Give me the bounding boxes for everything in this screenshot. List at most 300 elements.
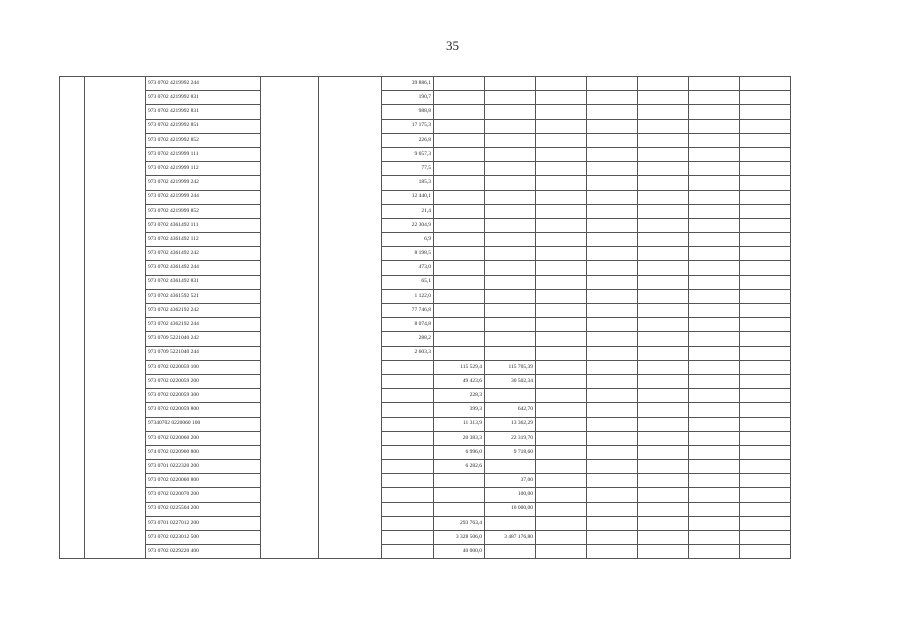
amount-cell-v1	[382, 360, 434, 374]
empty-cell	[638, 275, 689, 289]
empty-cell	[536, 162, 587, 176]
amount-cell-v1	[382, 374, 434, 388]
table-row	[60, 332, 791, 346]
amount-cell-v2	[434, 488, 485, 502]
table-row	[60, 261, 791, 275]
amount-cell-v1	[382, 488, 434, 502]
empty-cell	[689, 389, 740, 403]
table-row	[60, 275, 791, 289]
amount-cell-v3: 9 718,60	[485, 445, 536, 459]
empty-cell	[689, 233, 740, 247]
budget-code-cell: 973 0702 4361492 112	[146, 233, 261, 247]
empty-cell	[689, 332, 740, 346]
empty-cell	[740, 289, 791, 303]
amount-cell-v1	[382, 531, 434, 545]
empty-cell	[587, 261, 638, 275]
empty-cell	[740, 233, 791, 247]
name-column-cell	[85, 77, 146, 559]
amount-cell-v3	[485, 162, 536, 176]
amount-cell-v3	[485, 190, 536, 204]
empty-cell	[689, 346, 740, 360]
budget-code-cell: 973 0702 0229220 400	[146, 545, 261, 559]
empty-cell	[689, 91, 740, 105]
amount-cell-v2: 115 529,4	[434, 360, 485, 374]
empty-cell	[536, 77, 587, 91]
amount-cell-v1	[382, 545, 434, 559]
amount-cell-v1: 12 440,1	[382, 190, 434, 204]
table-row	[60, 77, 791, 91]
amount-cell-v2: 20 383,3	[434, 431, 485, 445]
empty-cell	[689, 289, 740, 303]
amount-cell-v3	[485, 304, 536, 318]
empty-cell	[536, 516, 587, 530]
amount-cell-v3	[485, 147, 536, 161]
amount-cell-v2	[434, 261, 485, 275]
empty-cell	[587, 460, 638, 474]
table-row	[60, 516, 791, 530]
empty-cell	[587, 275, 638, 289]
amount-cell-v1: 77,5	[382, 162, 434, 176]
amount-cell-v2	[434, 275, 485, 289]
empty-cell	[689, 488, 740, 502]
empty-cell	[587, 332, 638, 346]
amount-cell-v3	[485, 77, 536, 91]
empty-cell	[638, 516, 689, 530]
empty-cell	[740, 176, 791, 190]
empty-cell	[536, 147, 587, 161]
empty-cell	[638, 105, 689, 119]
table-row	[60, 389, 791, 403]
empty-cell	[587, 105, 638, 119]
amount-cell-v2	[434, 91, 485, 105]
amount-cell-v1: 226,8	[382, 133, 434, 147]
empty-cell	[536, 304, 587, 318]
amount-cell-v2: 49 423,6	[434, 374, 485, 388]
amount-cell-v1	[382, 389, 434, 403]
empty-cell	[689, 261, 740, 275]
empty-cell	[638, 176, 689, 190]
empty-cell	[587, 233, 638, 247]
empty-cell	[587, 91, 638, 105]
amount-cell-v1	[382, 445, 434, 459]
table-row	[60, 374, 791, 388]
budget-code-cell: 973 0702 4361492 831	[146, 275, 261, 289]
budget-code-cell: 973 0702 0220070 200	[146, 488, 261, 502]
empty-cell	[587, 502, 638, 516]
empty-cell	[638, 374, 689, 388]
amount-cell-v1: 65,1	[382, 275, 434, 289]
empty-cell	[536, 233, 587, 247]
empty-cell	[740, 162, 791, 176]
empty-cell	[689, 417, 740, 431]
empty-cell	[536, 474, 587, 488]
empty-cell	[587, 218, 638, 232]
budget-code-cell: 973 0702 4361492 244	[146, 261, 261, 275]
page-number: 35	[446, 38, 459, 53]
empty-cell	[536, 545, 587, 559]
amount-cell-v2	[434, 332, 485, 346]
empty-cell	[638, 304, 689, 318]
amount-cell-v2: 228,3	[434, 389, 485, 403]
table-row	[60, 474, 791, 488]
empty-cell	[536, 360, 587, 374]
budget-code-cell: 97340702 0220060 100	[146, 417, 261, 431]
empty-cell	[689, 474, 740, 488]
amount-cell-v3	[485, 289, 536, 303]
empty-cell	[638, 247, 689, 261]
amount-cell-v1: 190,7	[382, 91, 434, 105]
amount-cell-v2: 293 763,4	[434, 516, 485, 530]
amount-cell-v3	[485, 247, 536, 261]
amount-cell-v2	[434, 176, 485, 190]
table-row	[60, 190, 791, 204]
empty-cell	[638, 474, 689, 488]
budget-code-cell: 973 0702 0220059 100	[146, 360, 261, 374]
empty-cell	[536, 133, 587, 147]
amount-cell-v2: 6 282,6	[434, 460, 485, 474]
amount-cell-v1: 8 074,8	[382, 318, 434, 332]
amount-cell-v2	[434, 204, 485, 218]
empty-cell	[536, 275, 587, 289]
table-row	[60, 233, 791, 247]
blank-column-cell-a	[261, 77, 319, 559]
empty-cell	[689, 105, 740, 119]
empty-cell	[536, 403, 587, 417]
amount-cell-v1: 17 175,3	[382, 119, 434, 133]
table-row	[60, 531, 791, 545]
table-row	[60, 403, 791, 417]
empty-cell	[638, 488, 689, 502]
table-row	[60, 204, 791, 218]
amount-cell-v3	[485, 516, 536, 530]
amount-cell-v3	[485, 176, 536, 190]
budget-code-cell: 973 0702 4219992 852	[146, 133, 261, 147]
empty-cell	[689, 204, 740, 218]
budget-code-cell: 973 0702 4219992 831	[146, 105, 261, 119]
empty-cell	[638, 389, 689, 403]
empty-cell	[638, 502, 689, 516]
empty-cell	[740, 360, 791, 374]
table-row	[60, 133, 791, 147]
budget-code-cell: 973 0702 0220059 300	[146, 389, 261, 403]
amount-cell-v2	[434, 133, 485, 147]
empty-cell	[536, 417, 587, 431]
amount-cell-v2	[434, 502, 485, 516]
budget-code-cell: 973 0709 5221040 242	[146, 332, 261, 346]
empty-cell	[740, 403, 791, 417]
empty-cell	[638, 77, 689, 91]
empty-cell	[689, 176, 740, 190]
amount-cell-v2	[434, 77, 485, 91]
amount-cell-v3	[485, 275, 536, 289]
empty-cell	[689, 431, 740, 445]
amount-cell-v3: 115 705,39	[485, 360, 536, 374]
table-row	[60, 460, 791, 474]
empty-cell	[740, 91, 791, 105]
empty-cell	[587, 147, 638, 161]
amount-cell-v1	[382, 417, 434, 431]
empty-cell	[587, 190, 638, 204]
empty-cell	[587, 417, 638, 431]
amount-cell-v1: 39 886,1	[382, 77, 434, 91]
empty-cell	[689, 445, 740, 459]
amount-cell-v2	[434, 304, 485, 318]
amount-cell-v1: 2 603,3	[382, 346, 434, 360]
empty-cell	[740, 531, 791, 545]
amount-cell-v3: 22 319,70	[485, 431, 536, 445]
empty-cell	[689, 275, 740, 289]
table-row	[60, 431, 791, 445]
empty-cell	[587, 119, 638, 133]
empty-cell	[740, 133, 791, 147]
amount-cell-v3	[485, 133, 536, 147]
empty-cell	[689, 374, 740, 388]
empty-cell	[587, 133, 638, 147]
empty-cell	[740, 304, 791, 318]
empty-cell	[740, 502, 791, 516]
empty-cell	[740, 275, 791, 289]
empty-cell	[689, 516, 740, 530]
amount-cell-v1: 21,4	[382, 204, 434, 218]
amount-cell-v1: 6,9	[382, 233, 434, 247]
empty-cell	[638, 133, 689, 147]
empty-cell	[587, 474, 638, 488]
empty-cell	[740, 389, 791, 403]
empty-cell	[587, 531, 638, 545]
amount-cell-v3: 100,00	[485, 488, 536, 502]
empty-cell	[638, 289, 689, 303]
amount-cell-v3	[485, 346, 536, 360]
budget-code-cell: 973 0702 4219992 851	[146, 119, 261, 133]
budget-code-cell: 973 0702 4219999 244	[146, 190, 261, 204]
amount-cell-v1: 1 122,0	[382, 289, 434, 303]
table-row	[60, 318, 791, 332]
table-row	[60, 346, 791, 360]
empty-cell	[638, 261, 689, 275]
blank-column-cell-b	[319, 77, 382, 559]
empty-cell	[740, 346, 791, 360]
budget-code-cell: 973 0702 4361592 521	[146, 289, 261, 303]
table-row	[60, 91, 791, 105]
amount-cell-v1	[382, 403, 434, 417]
empty-cell	[536, 91, 587, 105]
empty-cell	[587, 204, 638, 218]
empty-cell	[536, 445, 587, 459]
amount-cell-v2: 40 000,0	[434, 545, 485, 559]
empty-cell	[638, 431, 689, 445]
amount-cell-v2	[434, 105, 485, 119]
table-row	[60, 147, 791, 161]
empty-cell	[536, 332, 587, 346]
budget-code-cell: 973 0702 4219992 244	[146, 77, 261, 91]
empty-cell	[638, 346, 689, 360]
table-row	[60, 488, 791, 502]
empty-cell	[638, 218, 689, 232]
empty-cell	[536, 218, 587, 232]
amount-cell-v3	[485, 460, 536, 474]
empty-cell	[689, 218, 740, 232]
empty-cell	[740, 318, 791, 332]
amount-cell-v1	[382, 502, 434, 516]
empty-cell	[689, 147, 740, 161]
empty-cell	[689, 531, 740, 545]
empty-cell	[638, 233, 689, 247]
empty-cell	[536, 460, 587, 474]
empty-cell	[638, 332, 689, 346]
amount-cell-v1	[382, 474, 434, 488]
table-row	[60, 162, 791, 176]
empty-cell	[536, 318, 587, 332]
empty-cell	[536, 431, 587, 445]
amount-cell-v1: 988,8	[382, 105, 434, 119]
empty-cell	[587, 445, 638, 459]
budget-code-cell: 973 0702 0225504 200	[146, 502, 261, 516]
empty-cell	[536, 190, 587, 204]
amount-cell-v3	[485, 545, 536, 559]
empty-cell	[587, 77, 638, 91]
amount-cell-v3	[485, 261, 536, 275]
amount-cell-v2	[434, 318, 485, 332]
empty-cell	[740, 445, 791, 459]
table-row	[60, 289, 791, 303]
empty-cell	[638, 545, 689, 559]
empty-cell	[740, 204, 791, 218]
empty-cell	[587, 389, 638, 403]
empty-cell	[536, 531, 587, 545]
table-row	[60, 218, 791, 232]
empty-cell	[587, 162, 638, 176]
budget-code-cell: 973 0702 0220059 800	[146, 403, 261, 417]
amount-cell-v2	[434, 119, 485, 133]
empty-cell	[587, 289, 638, 303]
empty-cell	[689, 190, 740, 204]
empty-cell	[536, 289, 587, 303]
budget-code-cell: 973 0702 4219992 831	[146, 91, 261, 105]
empty-cell	[689, 460, 740, 474]
amount-cell-v2	[434, 190, 485, 204]
empty-cell	[689, 403, 740, 417]
amount-cell-v1	[382, 460, 434, 474]
empty-cell	[587, 360, 638, 374]
empty-cell	[536, 119, 587, 133]
empty-cell	[638, 445, 689, 459]
empty-cell	[638, 403, 689, 417]
empty-cell	[587, 488, 638, 502]
empty-cell	[689, 77, 740, 91]
table-row	[60, 360, 791, 374]
empty-cell	[740, 105, 791, 119]
budget-code-cell: 973 0702 4219999 852	[146, 204, 261, 218]
amount-cell-v3	[485, 389, 536, 403]
amount-cell-v3: 30 502,34	[485, 374, 536, 388]
budget-code-cell: 973 0709 5221040 244	[146, 346, 261, 360]
table-row	[60, 105, 791, 119]
amount-cell-v1: 473,0	[382, 261, 434, 275]
empty-cell	[740, 77, 791, 91]
empty-cell	[536, 176, 587, 190]
empty-cell	[740, 516, 791, 530]
budget-code-cell: 973 0702 4219999 242	[146, 176, 261, 190]
empty-cell	[740, 147, 791, 161]
empty-cell	[638, 190, 689, 204]
amount-cell-v2	[434, 218, 485, 232]
amount-cell-v3: 10 000,00	[485, 502, 536, 516]
table-row	[60, 119, 791, 133]
empty-cell	[740, 247, 791, 261]
amount-cell-v2: 6 996,0	[434, 445, 485, 459]
amount-cell-v1: 185,3	[382, 176, 434, 190]
budget-code-cell: 973 0702 0220060 200	[146, 431, 261, 445]
budget-code-cell: 973 0702 4219999 111	[146, 147, 261, 161]
budget-code-cell: 973 0702 0220060 800	[146, 474, 261, 488]
amount-cell-v1: 288,2	[382, 332, 434, 346]
amount-cell-v3	[485, 318, 536, 332]
amount-cell-v3	[485, 218, 536, 232]
empty-cell	[587, 431, 638, 445]
amount-cell-v2	[434, 289, 485, 303]
amount-cell-v2	[434, 247, 485, 261]
amount-cell-v1: 77 746,8	[382, 304, 434, 318]
empty-cell	[689, 318, 740, 332]
empty-cell	[689, 247, 740, 261]
empty-cell	[740, 488, 791, 502]
budget-code-cell: 973 0701 0227012 200	[146, 516, 261, 530]
amount-cell-v3	[485, 204, 536, 218]
empty-cell	[740, 190, 791, 204]
section-column-cell	[60, 77, 85, 559]
empty-cell	[587, 318, 638, 332]
budget-code-cell: 973 0702 4362192 242	[146, 304, 261, 318]
empty-cell	[536, 502, 587, 516]
empty-cell	[689, 162, 740, 176]
amount-cell-v3	[485, 119, 536, 133]
amount-cell-v3: 3 487 176,80	[485, 531, 536, 545]
empty-cell	[689, 304, 740, 318]
budget-code-cell: 974 0702 0220900 800	[146, 445, 261, 459]
amount-cell-v2: 11 313,9	[434, 417, 485, 431]
amount-cell-v3	[485, 105, 536, 119]
amount-cell-v1: 22 304,9	[382, 218, 434, 232]
amount-cell-v1	[382, 516, 434, 530]
amount-cell-v2	[434, 474, 485, 488]
budget-code-cell: 973 0702 4361492 111	[146, 218, 261, 232]
empty-cell	[587, 346, 638, 360]
empty-cell	[740, 218, 791, 232]
amount-cell-v3: 37,00	[485, 474, 536, 488]
empty-cell	[536, 389, 587, 403]
empty-cell	[689, 133, 740, 147]
budget-code-cell: 973 0702 4219999 112	[146, 162, 261, 176]
empty-cell	[689, 119, 740, 133]
budget-code-cell: 973 0702 4361492 242	[146, 247, 261, 261]
amount-cell-v2: 3 328 506,0	[434, 531, 485, 545]
empty-cell	[638, 91, 689, 105]
empty-cell	[689, 360, 740, 374]
amount-cell-v1: 9 657,3	[382, 147, 434, 161]
empty-cell	[689, 502, 740, 516]
table-row	[60, 304, 791, 318]
table-row	[60, 445, 791, 459]
table-row	[60, 417, 791, 431]
budget-table	[59, 76, 791, 559]
empty-cell	[587, 247, 638, 261]
amount-cell-v1: 8 198,5	[382, 247, 434, 261]
empty-cell	[587, 176, 638, 190]
empty-cell	[740, 431, 791, 445]
empty-cell	[638, 147, 689, 161]
empty-cell	[638, 162, 689, 176]
empty-cell	[740, 460, 791, 474]
